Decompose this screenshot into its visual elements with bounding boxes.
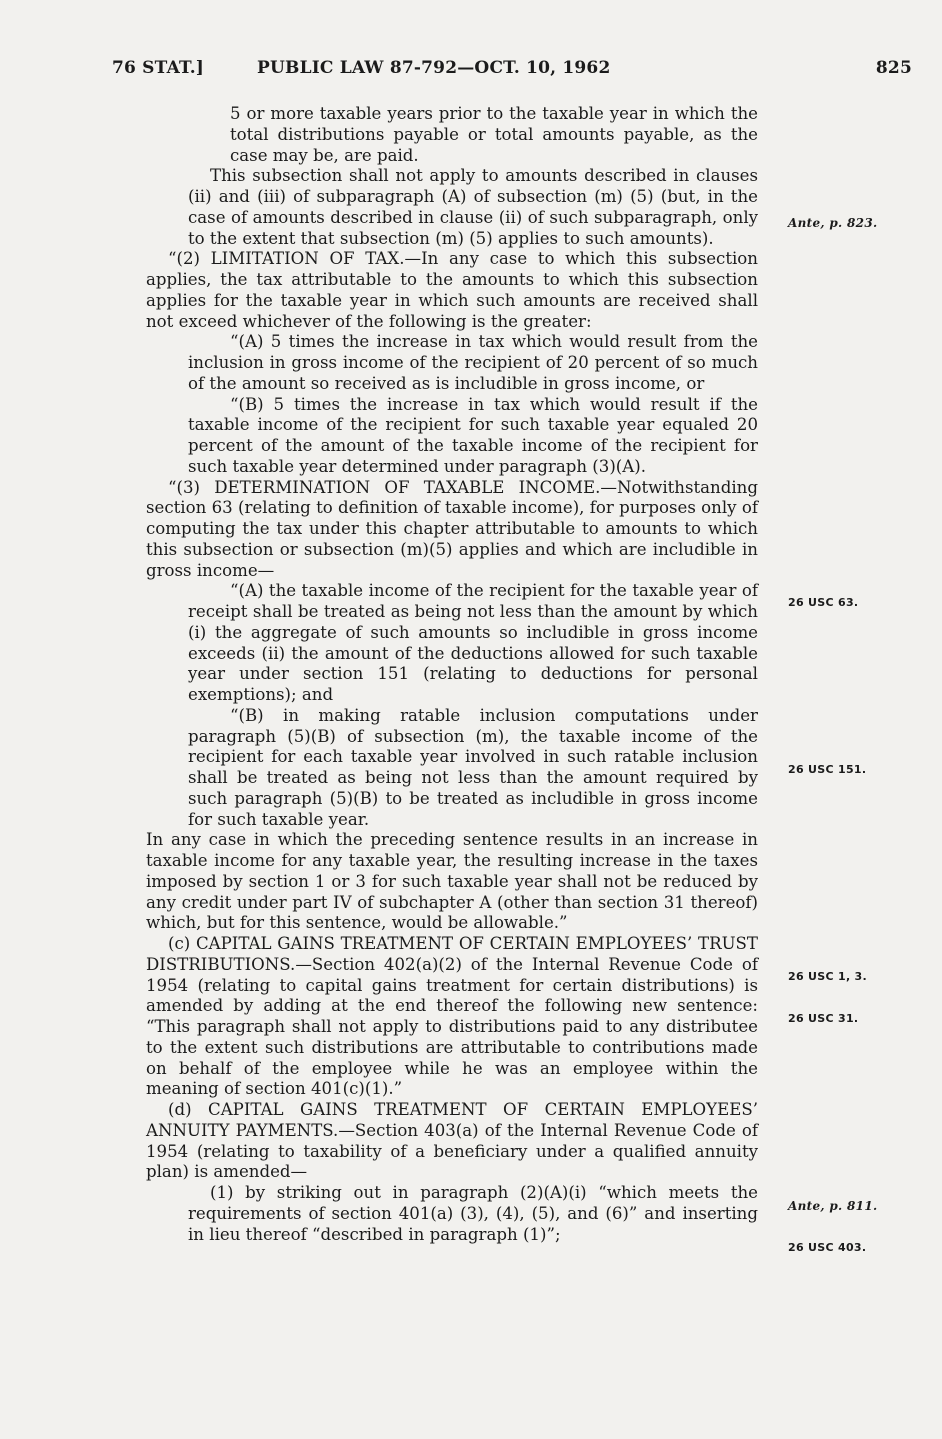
header-volume: 76 STAT.] — [112, 58, 205, 78]
paragraph-item-1: (1) by striking out in paragraph (2)(A)(i) “which meets the requirements of section 401(a) (3), (4), (5), and (6)” and inserting in lieu thereof “described in paragraph (1)”; — [188, 1183, 758, 1244]
paragraph-preceding-sentence: In any case in which the preceding sentence results in an increase in taxable income for any taxable year, the resulting increase in the taxes imposed by section 1 or 3 for such taxable year shall not be reduced by any credit under part IV of subchapter A (other than section 31 thereof) which, but for this sentence, would be allowable.” — [146, 830, 758, 933]
paragraph-limitation-of-tax: “(2) LIMITATION OF TAX.—In any case to which this subsection applies, the tax attributable to the amounts to which this subsection applies for the taxable year in which such amounts are received shall not exceed whichever of the following is the greater: — [146, 249, 758, 331]
margin-note: 26 USC 31. — [788, 1012, 859, 1025]
margin-note: Ante, p. 811. — [788, 1199, 878, 1213]
margin-note: 26 USC 151. — [788, 763, 867, 776]
paragraph-subsection-c: (c) CAPITAL GAINS TREATMENT OF CERTAIN EMPLOYEES’ TRUST DISTRIBUTIONS.—Section 402(a)(2) of the Internal Revenue Code of 1954 (relating to capital gains treatment for certain distributions) is amended by adding at the end thereof the following new sentence: “This paragraph shall not apply to distributions paid to any distributee to the extent such distributions are attributable to contributions made on behalf of the employee while he was an employee within the meaning of section 401(c)(1).” — [146, 934, 758, 1099]
paragraph-clause-3b: “(B) in making ratable inclusion computations under paragraph (5)(B) of subsection (m), the taxable income of the recipient for each taxable year involved in such ratable inclusion shall be treated as being not less than the amount required by such paragraph (5)(B) to be treated as includible in gross income for such taxable year. — [188, 705, 758, 829]
page-header — [112, 58, 912, 86]
paragraph-subsection-note: This subsection shall not apply to amounts described in clauses (ii) and (iii) of subparagraph (A) of subsection (m) (5) (but, in the case of amounts described in clause (ii) of such subparagraph, only to the extent that subsection (m) (5) applies to such amounts). — [188, 166, 758, 248]
margin-note: 26 USC 63. — [788, 596, 859, 609]
paragraph-determination-taxable-income: “(3) DETERMINATION OF TAXABLE INCOME.—Notwithstanding section 63 (relating to definition of taxable income), for purposes only of computing the tax under this chapter attributable to amounts to which this subsection or subsection (m)(5) applies and which are includible in gross income— — [146, 477, 758, 580]
paragraph-subsection-d: (d) CAPITAL GAINS TREATMENT OF CERTAIN EMPLOYEES’ ANNUITY PAYMENTS.—Section 403(a) of the Internal Revenue Code of 1954 (relating to taxability of a beneficiary under a qualified annuity plan) is amended— — [146, 1100, 758, 1182]
paragraph-clause-a: “(A) 5 times the increase in tax which would result from the inclusion in gross income of the recipient of 20 percent of so much of the amount so received as is includible in gross income, or — [188, 332, 758, 393]
body-text — [146, 104, 758, 1245]
header-title: PUBLIC LAW 87-792—OCT. 10, 1962 — [257, 58, 611, 78]
paragraph-continuation: 5 or more taxable years prior to the taxable year in which the total distributions payable or total amounts payable, as the case may be, are paid. — [230, 104, 758, 165]
margin-note: Ante, p. 823. — [788, 216, 878, 230]
paragraph-clause-b: “(B) 5 times the increase in tax which would result if the taxable income of the recipient for such taxable year equaled 20 percent of the amount of the taxable income of the recipient for such taxable year determined under paragraph (3)(A). — [188, 394, 758, 476]
margin-note: 26 USC 403. — [788, 1241, 867, 1254]
paragraph-clause-3a: “(A) the taxable income of the recipient for the taxable year of receipt shall be treated as being not less than the amount by which (i) the aggregate of such amounts so includible in gross income exceeds (ii) the amount of the deductions allowed for such taxable year under section 151 (relating to deductions for personal exemptions); and — [188, 581, 758, 704]
header-page-number: 825 — [875, 58, 912, 78]
margin-note: 26 USC 1, 3. — [788, 970, 867, 983]
